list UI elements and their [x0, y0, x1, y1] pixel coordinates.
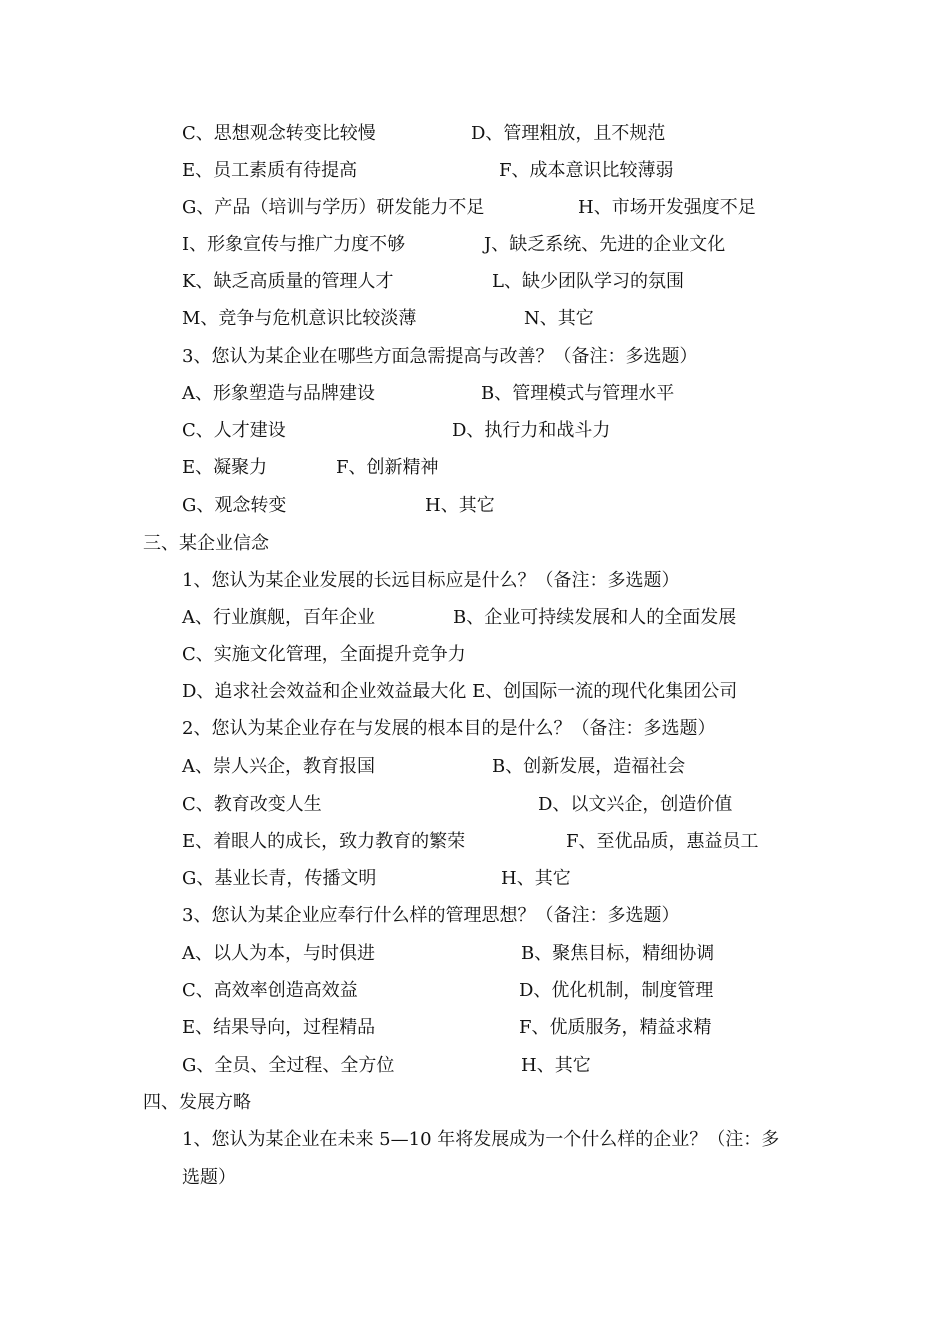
line-text-right: D、执行力和战斗力 — [452, 420, 611, 441]
line-text-left: A、形象塑造与品牌建设 — [182, 383, 375, 404]
text-line — [0, 159, 950, 196]
line-text-left: C、高效率创造高效益 — [182, 980, 358, 1001]
text-line — [0, 1016, 950, 1053]
line-text-left: A、行业旗舰，百年企业 — [182, 607, 375, 628]
text-line — [0, 1091, 950, 1128]
text-line — [0, 270, 950, 307]
line-text-left: 1、您认为某企业在未来 5—10 年将发展成为一个什么样的企业？（注：多 — [182, 1129, 780, 1150]
line-text-left: G、观念转变 — [182, 495, 287, 516]
line-text-right: F、成本意识比较薄弱 — [499, 160, 674, 181]
line-text-right: H、市场开发强度不足 — [578, 197, 756, 218]
text-line — [0, 307, 950, 344]
text-line — [0, 494, 950, 531]
line-text-left: G、产品（培训与学历）研发能力不足 — [182, 197, 485, 218]
text-line — [0, 1054, 950, 1091]
line-text-right: B、企业可持续发展和人的全面发展 — [453, 607, 737, 628]
text-line — [0, 233, 950, 270]
text-line — [0, 1128, 950, 1165]
line-text-left: 选题） — [182, 1167, 236, 1188]
line-text-right: H、其它 — [501, 868, 571, 889]
line-text-left: 3、您认为某企业在哪些方面急需提高与改善？（备注：多选题） — [182, 346, 698, 367]
text-line — [0, 904, 950, 941]
line-text-left: 1、您认为某企业发展的长远目标应是什么？（备注：多选题） — [182, 570, 680, 591]
text-line — [0, 1166, 950, 1203]
line-text-right: F、优质服务，精益求精 — [519, 1017, 712, 1038]
line-text-right: B、管理模式与管理水平 — [481, 383, 675, 404]
line-text-right: D、管理粗放，且不规范 — [471, 123, 666, 144]
line-text-right: D、以文兴企，创造价值 — [538, 794, 733, 815]
text-line — [0, 979, 950, 1016]
text-line — [0, 382, 950, 419]
line-text-left: C、人才建设 — [182, 420, 286, 441]
line-text-left: 三、某企业信念 — [143, 533, 269, 554]
line-text-right: B、聚焦目标，精细协调 — [521, 943, 715, 964]
line-text-left: G、基业长青，传播文明 — [182, 868, 377, 889]
line-text-left: 3、您认为某企业应奉行什么样的管理思想？（备注：多选题） — [182, 905, 680, 926]
line-text-left: 四、发展方略 — [143, 1092, 251, 1113]
line-text-left: M、竞争与危机意识比较淡薄 — [182, 308, 417, 329]
line-text-left: E、凝聚力 — [182, 457, 268, 478]
line-text-left: I、形象宣传与推广力度不够 — [182, 234, 406, 255]
text-line — [0, 419, 950, 456]
text-line — [0, 942, 950, 979]
line-text-left: A、崇人兴企，教育报国 — [182, 756, 375, 777]
line-text-right: J、缺乏系统、先进的企业文化 — [484, 234, 726, 255]
text-line — [0, 830, 950, 867]
text-line — [0, 680, 950, 717]
line-text-right: B、创新发展，造福社会 — [492, 756, 686, 777]
text-line — [0, 793, 950, 830]
line-text-right: F、至优品质，惠益员工 — [566, 831, 759, 852]
line-text-left: A、以人为本，与时俱进 — [182, 943, 375, 964]
text-line — [0, 606, 950, 643]
text-line — [0, 456, 950, 493]
text-line — [0, 569, 950, 606]
line-text-left: C、思想观念转变比较慢 — [182, 123, 376, 144]
line-text-left: E、结果导向，过程精品 — [182, 1017, 376, 1038]
line-text-right: F、创新精神 — [336, 457, 439, 478]
text-line — [0, 643, 950, 680]
text-line — [0, 532, 950, 569]
line-text-right: N、其它 — [524, 308, 594, 329]
line-text-right: D、优化机制，制度管理 — [519, 980, 714, 1001]
line-text-left: C、教育改变人生 — [182, 794, 322, 815]
line-text-right: H、其它 — [425, 495, 495, 516]
text-line — [0, 867, 950, 904]
line-text-left: D、追求社会效益和企业效益最大化 E、创国际一流的现代化集团公司 — [182, 681, 738, 702]
line-text-left: C、实施文化管理，全面提升竞争力 — [182, 644, 466, 665]
text-line — [0, 345, 950, 382]
line-text-left: E、着眼人的成长，致力教育的繁荣 — [182, 831, 466, 852]
line-text-left: K、缺乏高质量的管理人才 — [182, 271, 394, 292]
line-text-left: E、员工素质有待提高 — [182, 160, 358, 181]
text-line — [0, 122, 950, 159]
line-text-left: G、全员、全过程、全方位 — [182, 1055, 395, 1076]
line-text-right: L、缺少团队学习的氛围 — [492, 271, 684, 292]
text-line — [0, 196, 950, 233]
text-line — [0, 717, 950, 754]
line-text-right: H、其它 — [521, 1055, 591, 1076]
text-line — [0, 755, 950, 792]
line-text-left: 2、您认为某企业存在与发展的根本目的是什么？（备注：多选题） — [182, 718, 716, 739]
